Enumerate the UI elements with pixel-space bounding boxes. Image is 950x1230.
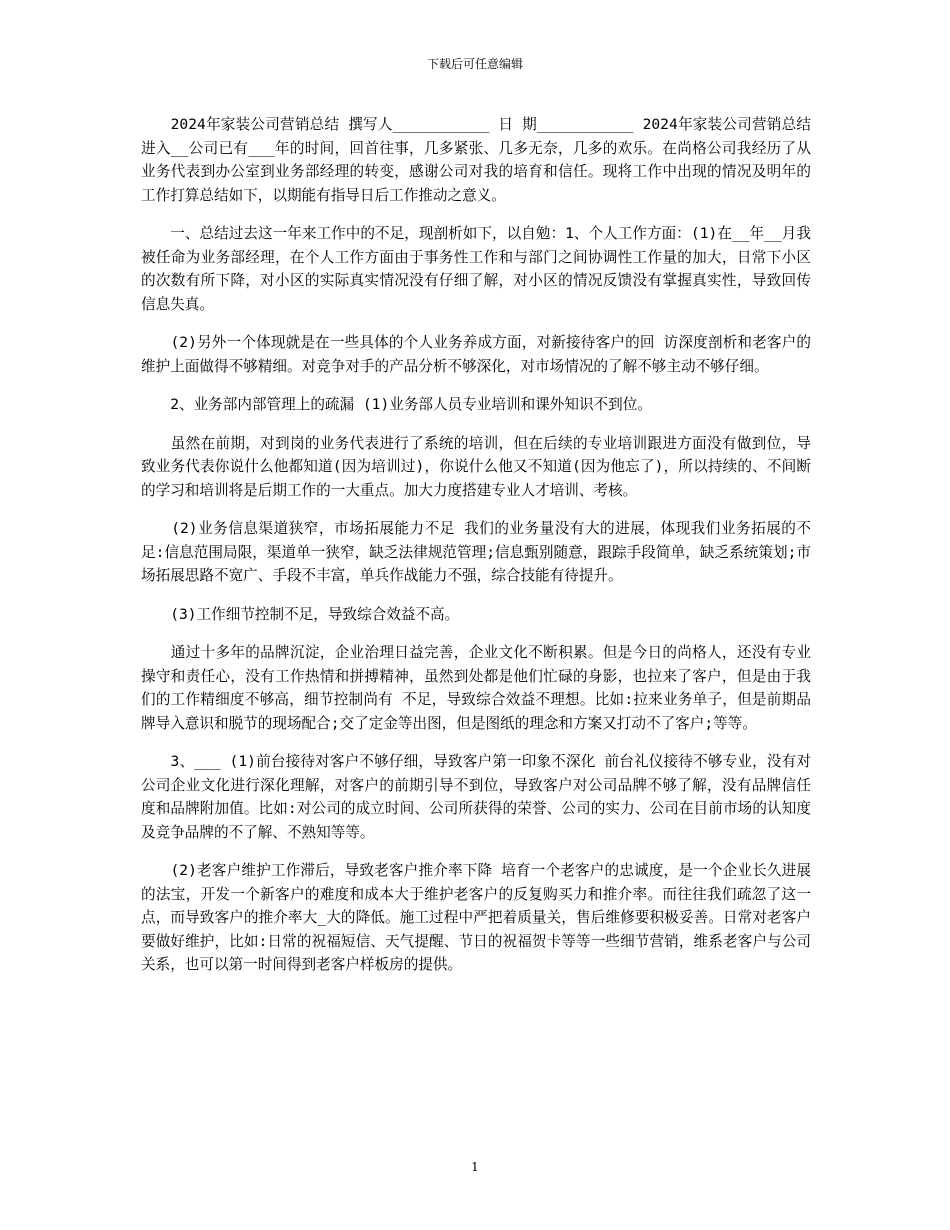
paragraph: (3)工作细节控制不足，导致综合效益不高。 <box>141 605 460 623</box>
paragraph: 一、总结过去这一年来工作中的不足，现剖析如下，以自勉：1、个人工作方面：(1)在__年__月我被任命为业务部经理，在个人工作方面由于事务性工作和与部门之间协调性工作量的加大，日常下小区的次数有所下降，对小区的实际真实情况没有仔细了解，对小区的情况反馈没有掌握真实性，导致回传信息失真。 <box>141 225 811 313</box>
paragraph: (2)业务信息渠道狭窄，市场拓展能力不足 我们的业务量没有大的进展，体现我们业务拓展的不足:信息范围局限，渠道单一狭窄，缺乏法律规范管理;信息甄别随意，跟踪手段简单，缺乏系统策划;市场拓展思路不宽广、手段不丰富，单兵作战能力不强，综合技能有待提升。 <box>141 520 811 584</box>
paragraph: 3、___ (1)前台接待对客户不够仔细，导致客户第一印象不深化 前台礼仪接待不够专业，没有对公司企业文化进行深化理解，对客户的前期引导不到位，导致客户对公司品牌不够了解，没有品牌信任度和品牌附加值。比如:对公司的成立时间、公司所获得的荣誉、公司的实力、公司在目前市场的认知度及竞争品牌的不了解、不熟知等等。 <box>141 753 811 841</box>
paragraph: 虽然在前期，对到岗的业务代表进行了系统的培训，但在后续的专业培训跟进方面没有做到位，导致业务代表你说什么他都知道(因为培训过)，你说什么他又不知道(因为他忘了)，所以持续的、不间断的学习和培训将是后期工作的一大重点。加大力度搭建专业人才培训、考核。 <box>141 434 811 499</box>
paragraph: 2024年家装公司营销总结 撰写人___________ 日 期___________ 2024年家装公司营销总结 进入__公司已有___年的时间，回首往事，几多紧张、几多无奈，几多的欢乐。在尚格公司我经历了从业务代表到办公室到业务部经理的转变，感谢公司对我的培育和信任。现将工作中出现的情况及明年的工作打算总结如下，以期能有指导日后工作推动之意义。 <box>141 116 811 204</box>
document-body <box>141 113 811 992</box>
paragraph: 通过十多年的品牌沉淀，企业治理日益完善，企业文化不断积累。但是今日的尚格人，还没有专业操守和责任心，没有工作热情和拼搏精神，虽然到处都是他们忙碌的身影，也拉来了客户，但是由于我们的工作精细度不够高，细节控制尚有 不足，导致综合效益不理想。比如:拉来业务单子，但是前期品牌导入意识和脱节的现场配合;交了定金等出图，但是图纸的理念和方案又打动不了客户;等等。 <box>141 644 811 732</box>
paragraph: (2)另外一个体现就是在一些具体的个人业务养成方面，对新接待客户的回 访深度剖析和老客户的维护上面做得不够精细。对竞争对手的产品分析不够深化，对市场情况的了解不够主动不够仔细。 <box>141 334 811 375</box>
page-number: 1 <box>471 1160 479 1174</box>
page-header: 下载后可任意编辑 <box>426 57 523 71</box>
paragraph: (2)老客户维护工作滞后，导致老客户推介率下降 培育一个老客户的忠诚度，是一个企业长久进展的法宝，开发一个新客户的难度和成本大于维护老客户的反复购买力和推介率。而往往我们疏忽了这一点，而导致客户的推介率大_大的降低。施工过程中严把着质量关，售后维修要积极妥善。日常对老客户要做好维护，比如:日常的祝福短信、天气提醒、节日的祝福贺卡等等一些细节营销，维系老客户与公司关系，也可以第一时间得到老客户样板房的提供。 <box>141 862 811 973</box>
paragraph: 2、业务部内部管理上的疏漏 (1)业务部人员专业培训和课外知识不到位。 <box>141 396 652 413</box>
